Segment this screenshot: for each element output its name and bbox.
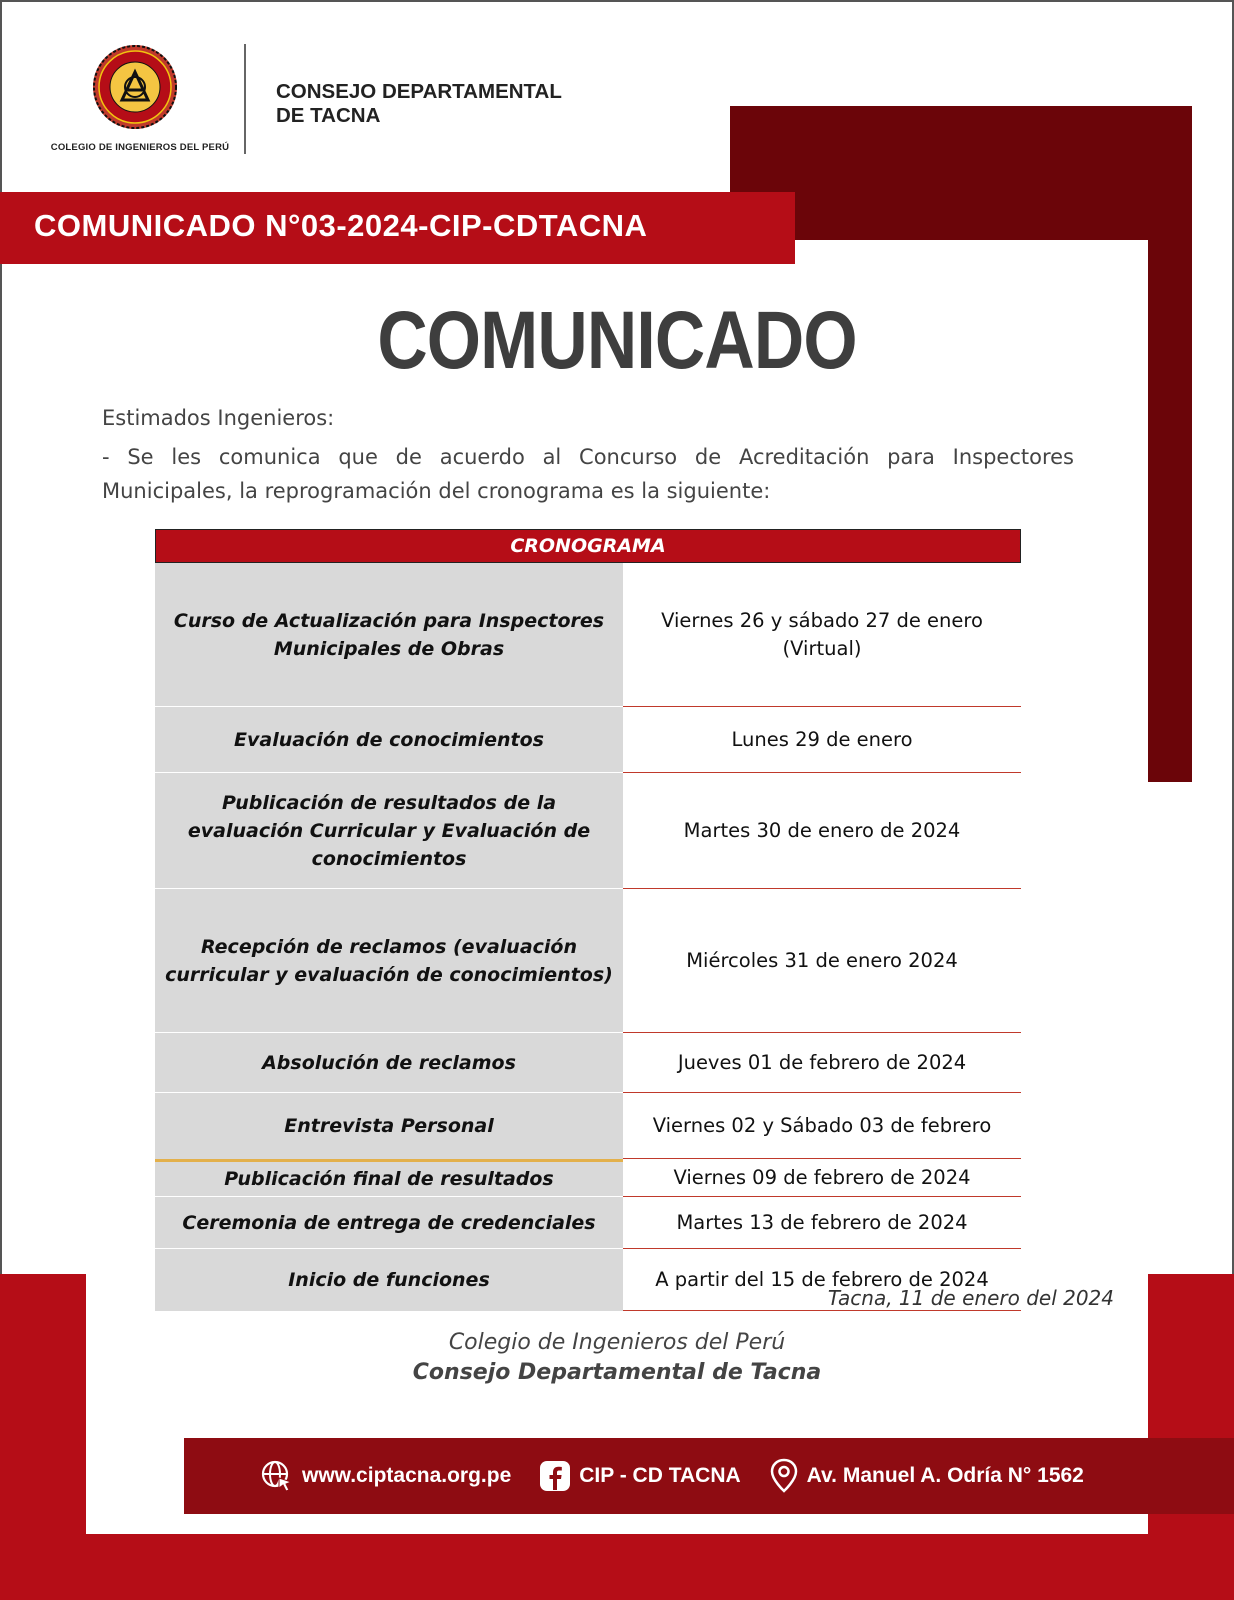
activity-cell: Absolución de reclamos [155,1033,623,1093]
header-divider [244,44,246,154]
footer-address [769,1458,1084,1494]
council-name [276,80,562,128]
activity-cell: Entrevista Personal [155,1093,623,1159]
activity-cell: Publicación final de resultados [155,1159,623,1197]
logo-caption: COLEGIO DE INGENIEROS DEL PERÚ [50,142,230,153]
council-name-line1: CONSEJO DEPARTAMENTAL [276,80,562,103]
table-row [155,563,1021,707]
intro-paragraph: - Se les comunica que de acuerdo al Concurso de Acreditación para Inspectores Municipales, la reprogramación del cronograma es la siguiente: [102,445,1074,503]
table-row [155,1197,1021,1249]
date-cell: A partir del 15 de febrero de 2024 [623,1249,1021,1311]
council-name-line2: DE TACNA [276,104,381,127]
table-row [155,1159,1021,1197]
date-cell: Lunes 29 de enero [623,707,1021,773]
address-text: Av. Manuel A. Odría N° 1562 [806,1464,1084,1487]
footer-bar [184,1438,1234,1514]
date-cell: Martes 13 de febrero de 2024 [623,1197,1021,1249]
date-cell: Viernes 09 de febrero de 2024 [623,1159,1021,1197]
table-row [155,889,1021,1033]
schedule-header: CRONOGRAMA [155,529,1021,563]
signature-line2: Consejo Departamental de Tacna [412,1360,822,1385]
activity-cell: Ceremonia de entrega de credenciales [155,1197,623,1249]
globe-cursor-icon [260,1459,294,1493]
activity-cell: Publicación de resultados de la evaluación Curricular y Evaluación de conocimientos [155,773,623,889]
greeting: Estimados Ingenieros: [102,406,335,430]
activity-cell: Recepción de reclamos (evaluación curricular y evaluación de conocimientos) [155,889,623,1033]
facebook-text[interactable]: CIP - CD TACNA [579,1464,741,1487]
main-title: COMUNICADO [377,295,857,386]
footer-website[interactable] [260,1459,511,1493]
table-row [155,773,1021,889]
footer-facebook[interactable] [539,1460,740,1492]
website-text[interactable]: www.ciptacna.org.pe [302,1464,512,1487]
facebook-icon [539,1460,571,1492]
activity-cell: Inicio de funciones [155,1249,623,1311]
date-cell: Viernes 26 y sábado 27 de enero (Virtual) [623,563,1021,707]
date-cell: Viernes 02 y Sábado 03 de febrero [623,1093,1021,1159]
signature-line1: Colegio de Ingenieros del Perú [448,1330,786,1355]
activity-cell: Curso de Actualización para Inspectores Municipales de Obras [155,563,623,707]
cip-logo [92,44,178,130]
table-row [155,707,1021,773]
table-row [155,1093,1021,1159]
place-date: Tacna, 11 de enero del 2024 [827,1286,1114,1310]
activity-cell: Evaluación de conocimientos [155,707,623,773]
date-cell: Jueves 01 de febrero de 2024 [623,1033,1021,1093]
schedule-table [155,529,1021,1311]
location-pin-icon [769,1458,799,1494]
table-row [155,1033,1021,1093]
date-cell: Martes 30 de enero de 2024 [623,773,1021,889]
date-cell: Miércoles 31 de enero 2024 [623,889,1021,1033]
comunicado-number: COMUNICADO N°03-2024-CIP-CDTACNA [34,208,648,243]
